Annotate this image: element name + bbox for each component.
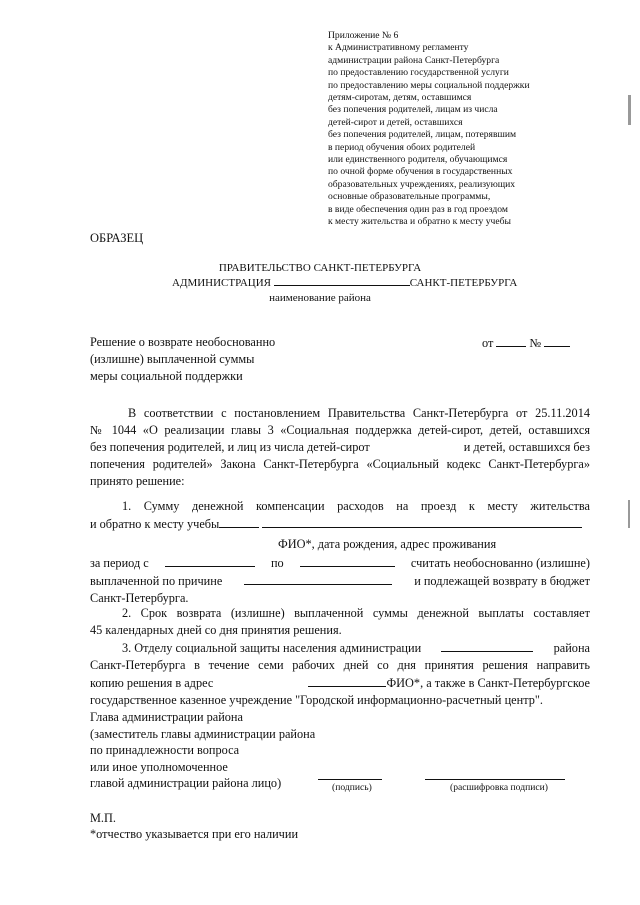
appendix-line: по предоставлению государственной услуги — [328, 67, 509, 79]
preamble-line-part: без попечения родителей, и лиц из числа детей-сирот — [90, 440, 370, 454]
admin-prefix: АДМИНИСТРАЦИЯ — [172, 277, 271, 289]
date-label: от — [482, 336, 494, 350]
decode-caption: (расшифровка подписи) — [450, 782, 548, 793]
decision-title-line: меры социальной поддержки — [90, 369, 243, 383]
period-line — [90, 554, 590, 572]
preamble-line: попечения родителей» Закона Санкт-Петербурга «Социальный кодекс Санкт-Петербурга» — [90, 457, 590, 471]
appendix-block — [328, 30, 628, 229]
preamble-line — [90, 439, 590, 456]
item3-suffix: района — [553, 641, 590, 655]
item3-line: Санкт-Петербурга в течение семи рабочих дней со дня принятия решения направить — [90, 658, 590, 672]
preamble-line-part: и детей, оставшихся без — [463, 440, 590, 454]
appendix-line: в виде обеспечения один раз в год проездом — [328, 203, 508, 215]
appendix-line: детей-сирот и детей, оставшихся — [328, 116, 463, 128]
government-title: ПРАВИТЕЛЬСТВО САНКТ-ПЕТЕРБУРГА — [218, 262, 422, 274]
appendix-line: по очной форме обучения в государственных — [328, 166, 513, 178]
appendix-line: к Административному регламенту — [328, 42, 469, 54]
item1-line: Санкт-Петербурга. — [90, 591, 189, 605]
fio-caption: ФИО*, дата рождения, адрес проживания — [278, 537, 497, 551]
decision-title-line: (излишне) выплаченной суммы — [90, 352, 255, 366]
period-suffix: считать необоснованно (излишне) — [410, 556, 590, 570]
admin-suffix: САНКТ-ПЕТЕРБУРГА — [409, 277, 518, 289]
signature-caption: (подпись) — [332, 782, 372, 793]
signature-blank — [318, 778, 382, 780]
number-blank — [544, 334, 570, 347]
appendix-line: без попечения родителей, лицам из числа — [328, 104, 498, 116]
appendix-line: образовательных учреждениях, реализующих — [328, 178, 516, 190]
scan-edge-mark — [628, 95, 631, 125]
signature-line: (заместитель главы администрации района — [90, 726, 316, 741]
item2-line: 2. Срок возврата (излишне) выплаченной суммы денежной выплаты составляет — [122, 606, 590, 620]
signature-line: или иное уполномоченное — [90, 759, 228, 774]
decode-blank — [425, 778, 565, 780]
appendix-line: или единственного родителя, обучающимся — [328, 154, 508, 166]
item3-address — [308, 674, 590, 692]
item3-line — [90, 639, 590, 657]
item-1 — [90, 498, 590, 533]
sample-label: ОБРАЗЕЦ — [90, 231, 144, 245]
item3-address-suffix: ФИО*, а также в Санкт-Петербургское — [386, 676, 590, 690]
reason-prefix: выплаченной по причине — [90, 574, 223, 588]
period-to-blank — [300, 554, 395, 567]
decision-title-line: Решение о возврате необоснованно — [90, 335, 276, 349]
reason-suffix: и подлежащей возврату в бюджет — [414, 574, 590, 588]
signature-block — [90, 709, 315, 792]
decision-title — [90, 334, 275, 385]
preamble — [90, 405, 590, 490]
item1-line-part: и обратно к месту учебы — [90, 517, 220, 531]
item-2 — [90, 605, 590, 639]
decision-date-number — [482, 334, 570, 351]
item-1-continued — [90, 554, 590, 607]
administration-line — [172, 276, 517, 289]
appendix-line: администрации района Санкт-Петербурга — [328, 54, 500, 66]
item1-line — [90, 515, 590, 533]
number-label: № — [529, 336, 542, 350]
appendix-line: к месту жительства и обратно к месту учебы — [328, 216, 511, 228]
stamp-label: М.П. — [90, 811, 116, 825]
signature-line: по принадлежности вопроса — [90, 743, 240, 757]
district-caption: наименование района — [269, 292, 371, 304]
address-blank — [308, 674, 386, 687]
preamble-line: В соответствии с постановлением Правительства Санкт-Петербурга от 25.11.2014 — [128, 406, 590, 420]
district-blank — [441, 639, 533, 652]
period-from-blank — [165, 554, 255, 567]
item3-address-prefix: копию решения в адрес — [90, 676, 214, 690]
appendix-line: основные образовательные программы, — [328, 191, 491, 203]
appendix-line: без попечения родителей, лицам, потерявшим — [328, 129, 517, 141]
blank-field — [219, 515, 259, 528]
item-3 — [90, 639, 590, 709]
period-prefix: за период с — [90, 556, 149, 570]
signature-line: Глава администрации района — [90, 710, 243, 724]
item3-line — [90, 674, 590, 692]
reason-blank — [244, 572, 392, 585]
item3-prefix: 3. Отделу социальной защиты населения администрации — [122, 641, 422, 655]
appendix-line: детям-сиротам, детям, оставшимся — [328, 92, 472, 104]
appendix-line: Приложение № 6 — [328, 30, 399, 41]
item3-line: государственное казенное учреждение "Городской информационно-расчетный центр". — [90, 693, 543, 707]
district-blank — [274, 276, 410, 286]
scan-edge-mark — [628, 500, 630, 528]
appendix-line: по предоставлению меры социальной поддержки — [328, 79, 530, 91]
date-blank — [496, 334, 526, 347]
appendix-line: в период обучения обоих родителей — [328, 141, 476, 153]
preamble-line: № 1044 «О реализации главы 3 «Социальная поддержка детей-сирот, детей, оставшихся — [90, 423, 590, 437]
fio-blank — [262, 515, 582, 528]
reason-line — [90, 572, 590, 590]
signature-line: главой администрации района лицо) — [90, 776, 282, 790]
footnote: *отчество указывается при его наличии — [90, 827, 299, 841]
period-to: по — [270, 556, 284, 570]
item2-line: 45 календарных дней со дня принятия решения. — [90, 623, 342, 637]
item1-line: 1. Сумму денежной компенсации расходов на проезд к месту жительства — [122, 499, 590, 513]
preamble-line: принято решение: — [90, 474, 185, 488]
